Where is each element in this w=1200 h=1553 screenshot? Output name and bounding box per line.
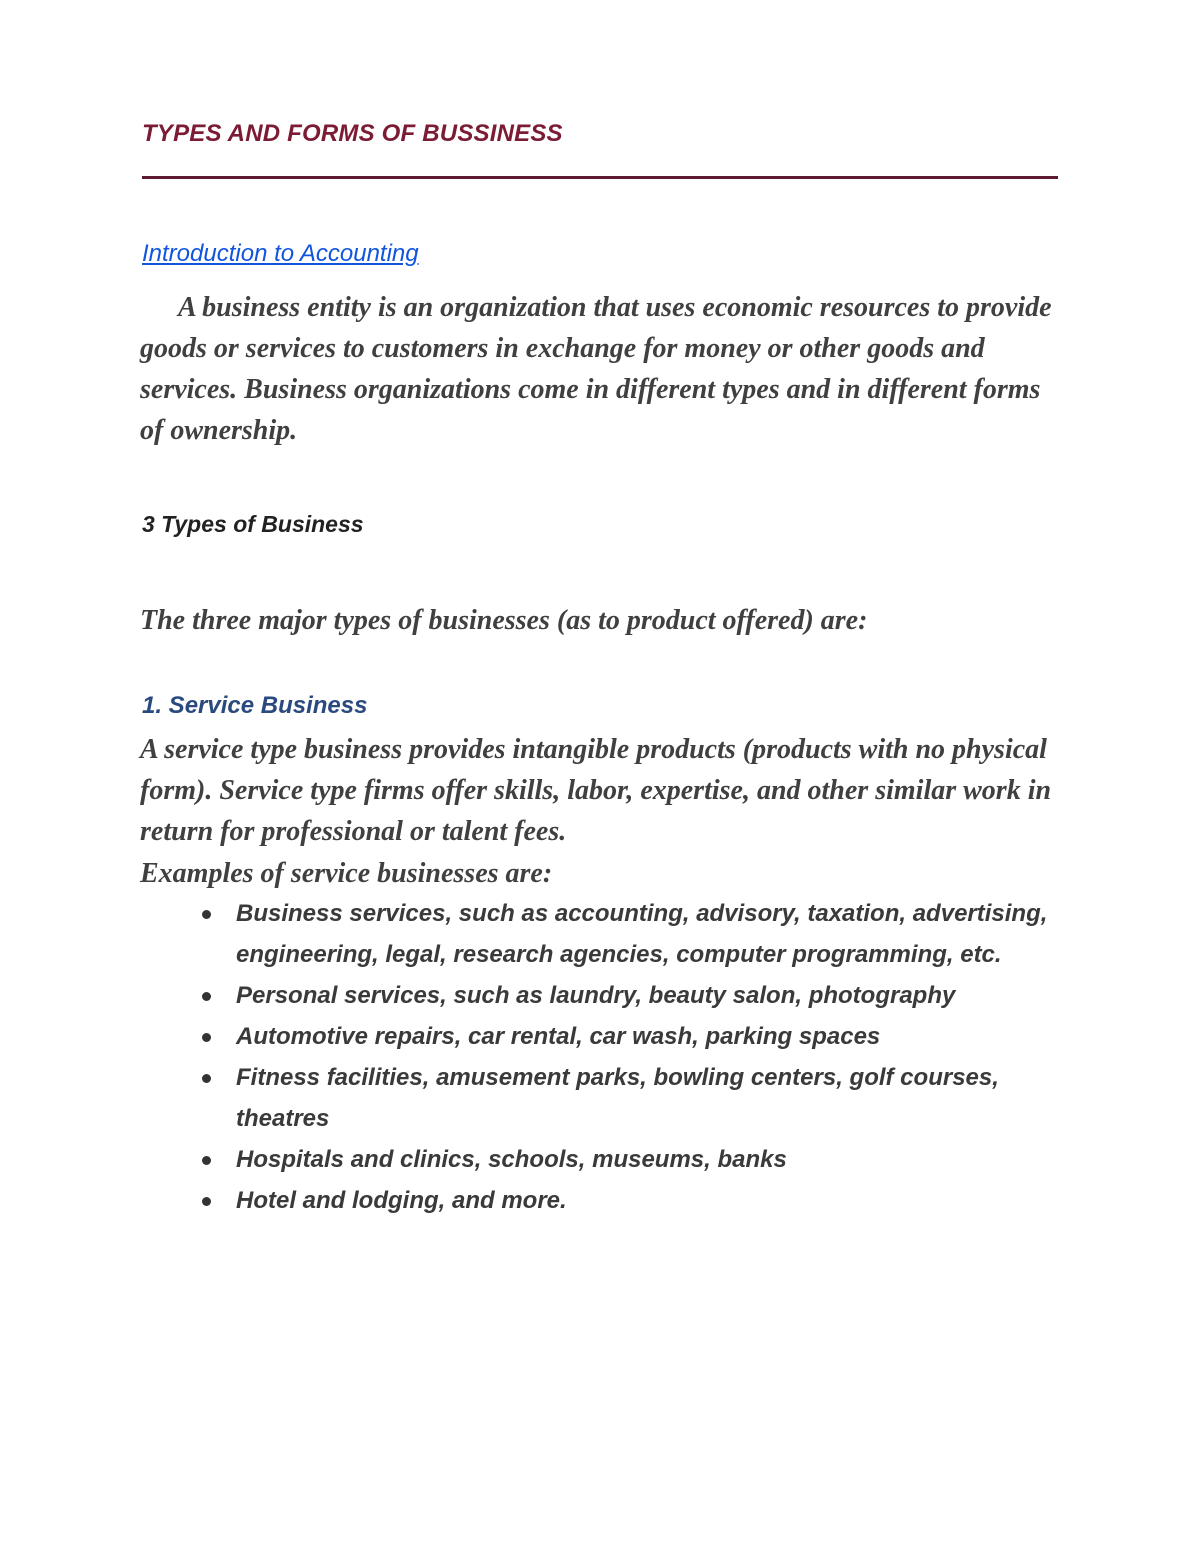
list-item-text: Hotel and lodging, and more. <box>236 1187 567 1214</box>
service-business-description: A service type business provides intangible products (products with no physical form). Service type firms offer skills, labor, expertise, and other similar work in return for professional or talent fees. <box>140 734 1052 847</box>
list-item <box>200 1180 1060 1221</box>
bullet-dot-icon <box>202 1033 211 1042</box>
list-item-text: Automotive repairs, car rental, car wash, parking spaces <box>236 1023 881 1050</box>
section-heading-types: 3 Types of Business <box>142 511 364 537</box>
list-item-text: Fitness facilities, amusement parks, bowling centers, golf courses, theatres <box>236 1064 999 1132</box>
examples-lead-text: Examples of service businesses are: <box>140 858 553 889</box>
bullet-dot-icon <box>202 1156 211 1165</box>
types-intro-text: The three major types of businesses (as to product offered) are: <box>140 605 868 636</box>
list-item <box>200 1139 1060 1180</box>
bullet-dot-icon <box>202 910 211 919</box>
bullet-dot-icon <box>202 1197 211 1206</box>
list-item <box>200 975 1060 1016</box>
service-examples-list <box>200 893 1060 1221</box>
intro-to-accounting-link[interactable]: Introduction to Accounting <box>142 240 419 267</box>
intro-paragraph: A business entity is an organization that uses economic resources to provide goods or services to customers in exchange for money or other goods and services. Business organizations come in different types and in different forms of ownership. <box>140 292 1052 446</box>
list-item-text: Hospitals and clinics, schools, museums, banks <box>236 1146 787 1173</box>
title-divider <box>142 176 1058 179</box>
document-title: TYPES AND FORMS OF BUSSINESS <box>142 120 563 147</box>
list-item <box>200 1057 1060 1139</box>
list-item-text: Business services, such as accounting, advisory, taxation, advertising, engineering, legal, research agencies, computer programming, etc. <box>236 900 1048 968</box>
list-item-text: Personal services, such as laundry, beauty salon, photography <box>236 982 956 1009</box>
bullet-dot-icon <box>202 1074 211 1083</box>
service-business-heading: 1. Service Business <box>142 692 368 719</box>
list-item <box>200 1016 1060 1057</box>
bullet-dot-icon <box>202 992 211 1001</box>
list-item <box>200 893 1060 975</box>
